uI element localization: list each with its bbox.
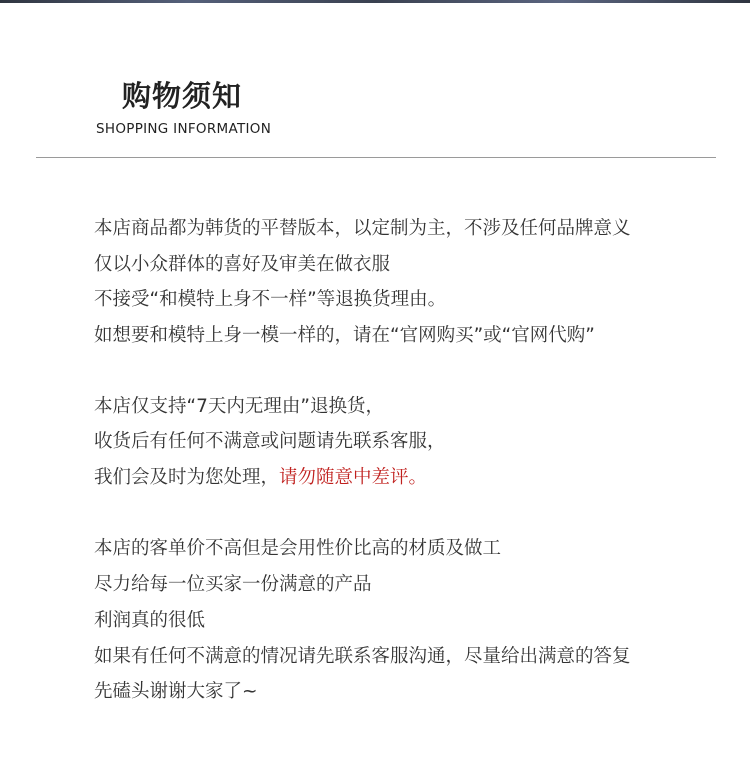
notice-line: 仅以小众群体的喜好及审美在做衣服: [94, 254, 391, 275]
notice-line-with-warning: [94, 466, 427, 490]
notice-line: 尽力给每一位买家一份满意的产品: [94, 574, 372, 595]
notice-line: 收货后有任何不满意或问题请先联系客服，: [94, 431, 446, 452]
notice-line: 如果有任何不满意的情况请先联系客服沟通，尽量给出满意的答复: [94, 646, 631, 667]
notice-line: 先磕头谢谢大家了~: [94, 681, 258, 702]
notice-text: 我们会及时为您处理，: [94, 467, 280, 488]
header-divider: [36, 157, 716, 158]
page-title: 购物须知: [122, 79, 243, 113]
warning-text: 请勿随意中差评。: [279, 467, 428, 488]
notice-line: 本店的客单价不高但是会用性价比高的材质及做工: [94, 538, 502, 559]
notice-line: 本店仅支持“7天内无理由”退换货，: [94, 396, 384, 417]
notice-line: 不接受“和模特上身不一样”等退换货理由。: [94, 289, 447, 310]
top-decorative-strip: [0, 0, 750, 3]
page-subtitle: SHOPPING INFORMATION: [96, 121, 272, 137]
notice-line: 利润真的很低: [94, 610, 206, 631]
section-header: [0, 78, 750, 138]
notice-line: 如想要和模特上身一模一样的，请在“官网购买”或“官网代购”: [94, 325, 595, 346]
notice-line: 本店商品都为韩货的平替版本，以定制为主，不涉及任何品牌意义: [94, 218, 631, 239]
